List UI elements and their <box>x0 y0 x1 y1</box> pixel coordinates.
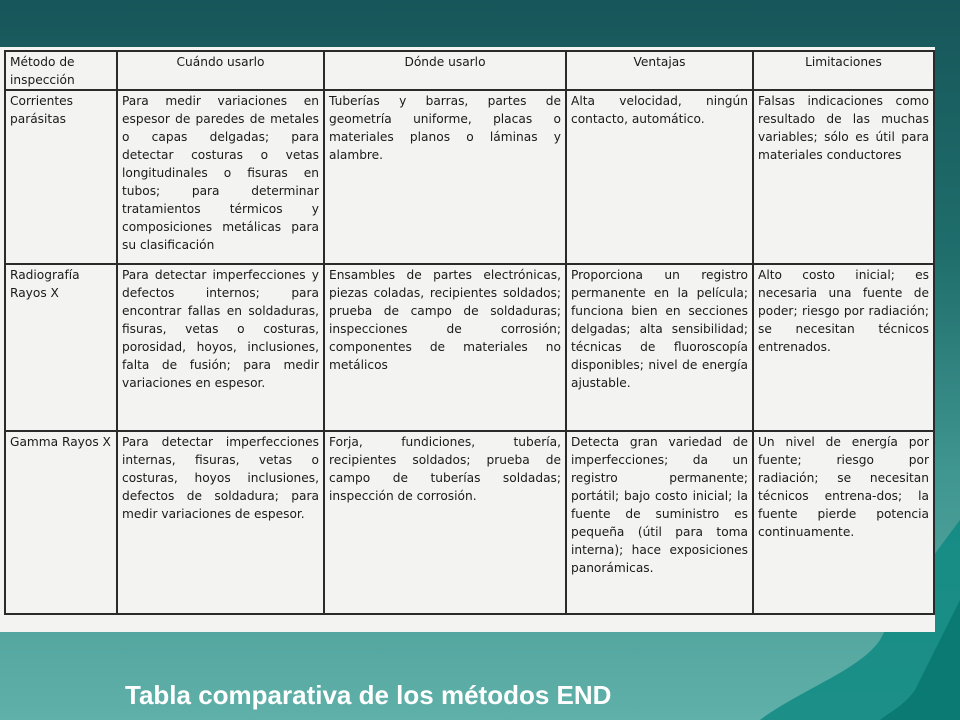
table-row <box>5 90 934 264</box>
cell-when: Para detectar imperfecciones internas, fisuras, vetas o costuras, hoyos inclusiones, defectos de soldadura; para medir variaciones de espesor. <box>117 431 324 614</box>
slide-caption: Tabla comparativa de los métodos END <box>125 680 612 710</box>
table-header-row <box>5 51 934 90</box>
table-row <box>5 431 934 614</box>
cell-method: Corrientes parásitas <box>5 90 117 264</box>
cell-advantages: Alta velocidad, ningún contacto, automático. <box>566 90 753 264</box>
cell-advantages: Detecta gran variedad de imperfecciones; da un registro permanente; portátil; bajo costo inicial; la fuente de suministro es pequeña (útil para toma interna); hace exposiciones panorámicas. <box>566 431 753 614</box>
cell-method: Radiografía Rayos X <box>5 264 117 431</box>
cell-when: Para medir variaciones en espesor de paredes de metales o capas delgadas; para detectar costuras o vetas longitudinales o fisuras en tubos; para determinar tratamientos térmicos y composiciones metálicas para su clasificación <box>117 90 324 264</box>
header-limitations: Limitaciones <box>753 51 934 90</box>
cell-advantages: Proporciona un registro permanente en la película; funciona bien en secciones delgadas; alta sensibilidad; técnicas de fluoroscopía disponibles; nivel de energía ajustable. <box>566 264 753 431</box>
cell-where: Forja, fundiciones, tubería, recipientes soldados; prueba de campo de tuberías soldadas; inspección de corrosión. <box>324 431 566 614</box>
cell-when: Para detectar imperfecciones y defectos internos; para encontrar fallas en soldaduras, fisuras, vetas o costuras, porosidad, hoyos, inclusiones, falta de fusión; para medir variaciones en espesor. <box>117 264 324 431</box>
header-when: Cuándo usarlo <box>117 51 324 90</box>
comparison-table-panel <box>0 47 935 632</box>
cell-limitations: Alto costo inicial; es necesaria una fuente de poder; riesgo por radiación; se necesitan técnicos entrenados. <box>753 264 934 431</box>
header-advantages: Ventajas <box>566 51 753 90</box>
header-method: Método de inspección <box>5 51 117 90</box>
cell-limitations: Un nivel de energía por fuente; riesgo por radiación; se necesitan técnicos entrena-dos; la fuente pierde potencia continuamente. <box>753 431 934 614</box>
comparison-table <box>4 50 935 615</box>
header-where: Dónde usarlo <box>324 51 566 90</box>
cell-where: Ensambles de partes electrónicas, piezas coladas, recipientes soldados; prueba de campo de soldaduras; inspecciones de corrosión; componentes de materiales no metálicos <box>324 264 566 431</box>
cell-limitations: Falsas indicaciones como resultado de las muchas variables; sólo es útil para materiales conductores <box>753 90 934 264</box>
table-row <box>5 264 934 431</box>
cell-method: Gamma Rayos X <box>5 431 117 614</box>
cell-where: Tuberías y barras, partes de geometría uniforme, placas o materiales planos o láminas y alambre. <box>324 90 566 264</box>
